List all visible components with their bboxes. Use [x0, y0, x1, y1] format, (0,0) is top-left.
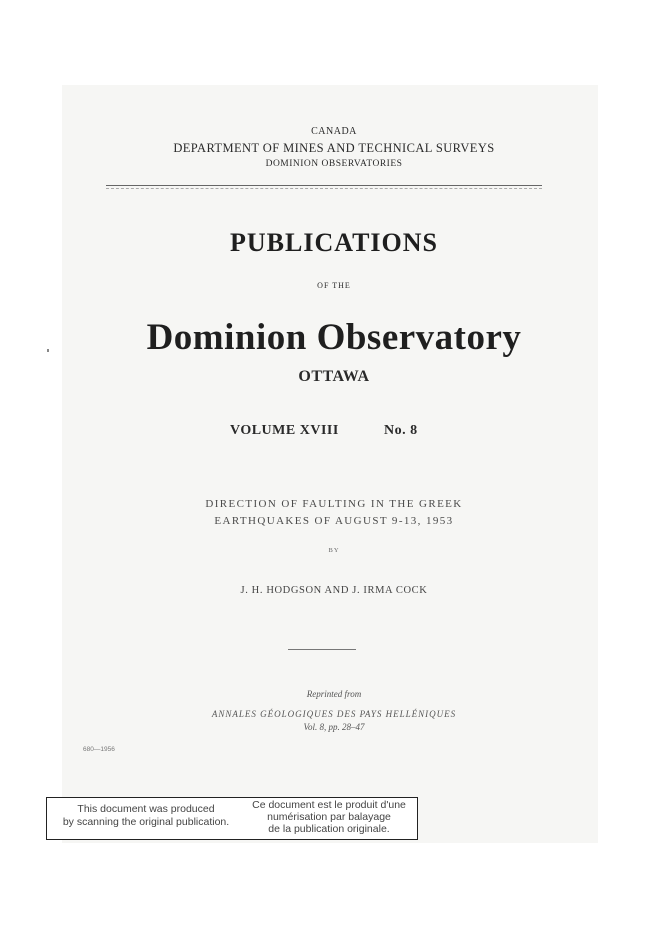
department-heading: DEPARTMENT OF MINES AND TECHNICAL SURVEYS [173, 141, 495, 155]
journal-name: ANNALES GÉOLOGIQUES DES PAYS HELLÉNIQUES [211, 709, 457, 719]
article-title-line2: EARTHQUAKES OF AUGUST 9-13, 1953 [214, 515, 454, 527]
division-heading: DOMINION OBSERVATORIES [265, 159, 403, 169]
scan-notice-english-line1: This document was produced [77, 803, 215, 815]
header-rule [106, 185, 542, 186]
article-authors: J. H. HODGSON AND J. IRMA COCK [240, 585, 428, 596]
volume-label: VOLUME XVIII [230, 423, 339, 438]
scan-notice-french [243, 799, 415, 835]
scan-notice-french-line3: de la publication originale. [268, 823, 390, 835]
scan-notice-english [47, 803, 245, 829]
of-the-label: OF THE [317, 281, 351, 290]
scan-notice-french-line2: numérisation par balayage [267, 811, 391, 823]
series-title: PUBLICATIONS [229, 228, 438, 257]
scan-notice-english-line2: by scanning the original publication. [62, 816, 230, 828]
number-label: No. 8 [384, 423, 418, 438]
scan-notice-box [46, 797, 418, 840]
scan-notice-french-line1: Ce document est le produit d'une [252, 799, 406, 811]
reprinted-from-label: Reprinted from [306, 689, 362, 699]
section-rule [288, 649, 356, 650]
journal-volume-pages: Vol. 8, pp. 28–47 [303, 722, 365, 732]
by-label: BY [328, 547, 340, 554]
print-code: 680—1956 [83, 746, 115, 753]
article-title-line1: DIRECTION OF FAULTING IN THE GREEK [205, 498, 463, 510]
header-rule-secondary [106, 188, 542, 189]
country-heading: CANADA [311, 126, 357, 137]
publication-city: OTTAWA [298, 368, 370, 385]
publication-name: Dominion Observatory [146, 317, 522, 358]
